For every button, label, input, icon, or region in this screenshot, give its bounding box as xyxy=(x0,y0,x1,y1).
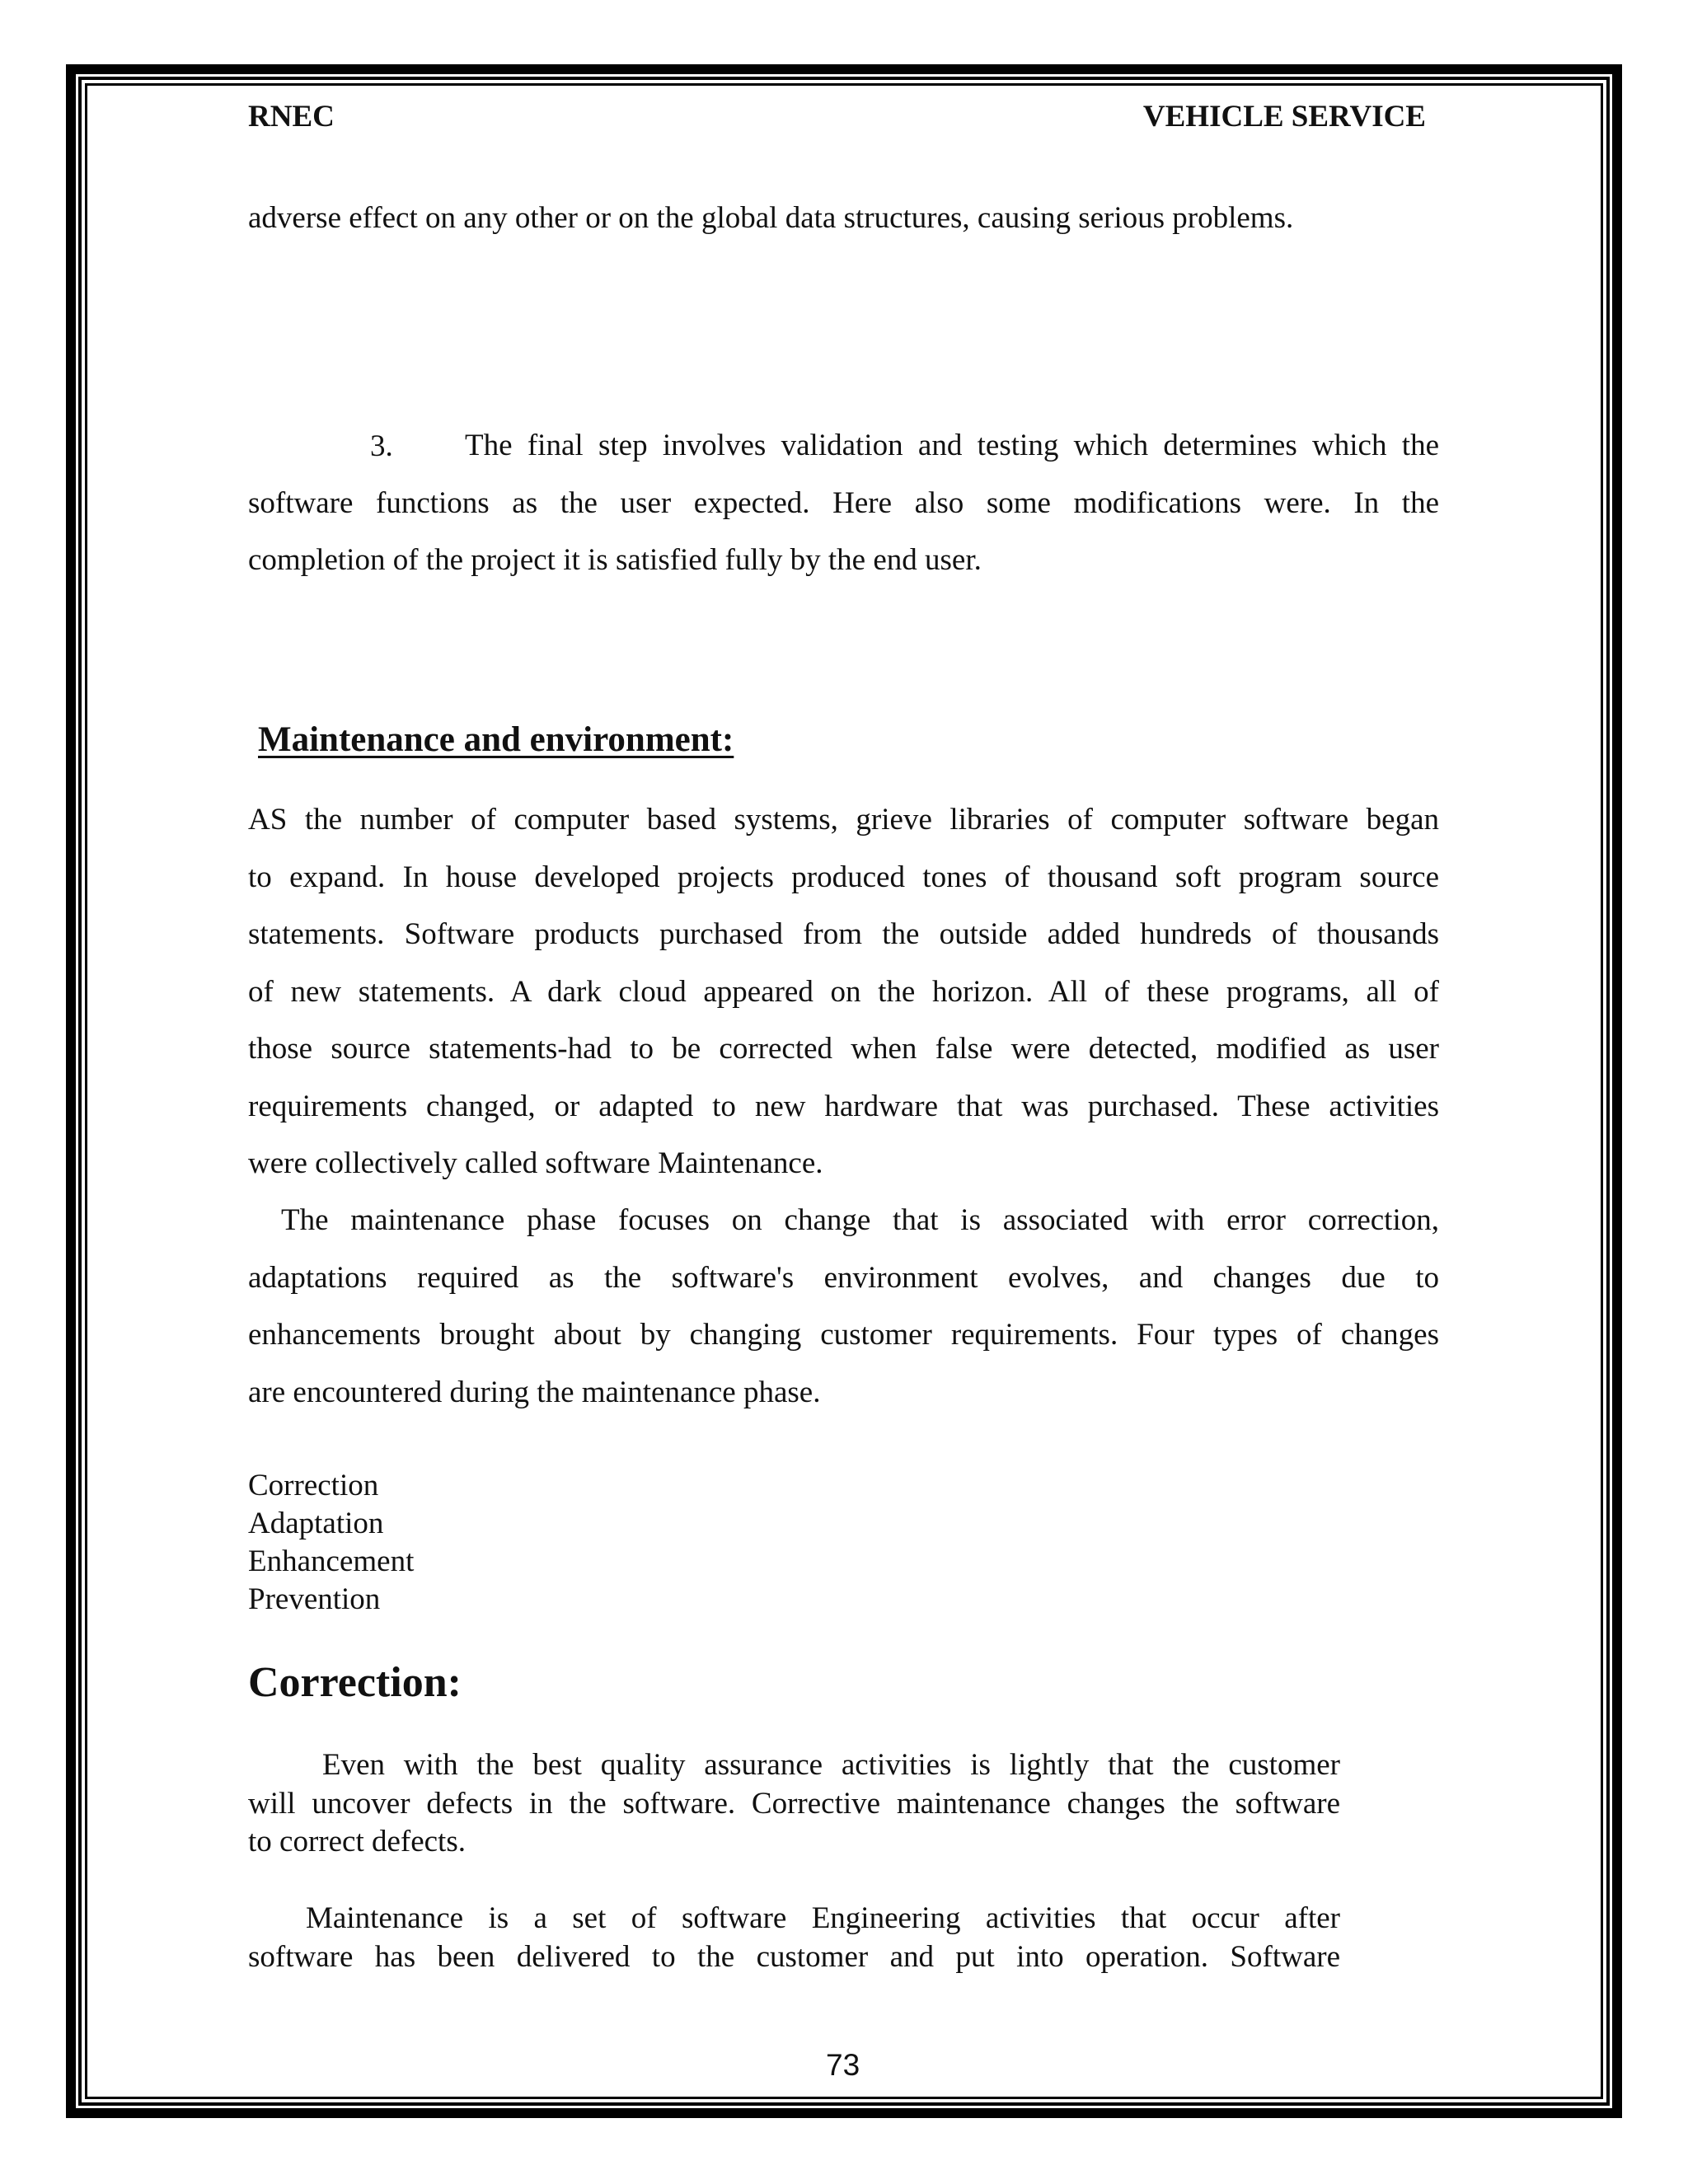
paragraph-line: of new statements. A dark cloud appeared on the horizon. All of these programs, all of xyxy=(248,974,1439,1009)
paragraph-line: to correct defects. xyxy=(248,1825,466,1858)
paragraph-line: enhancements brought about by changing customer requirements. Four types of changes xyxy=(248,1318,1439,1352)
paragraph-line: will uncover defects in the software. Corrective maintenance changes the software xyxy=(248,1786,1340,1821)
list-item: Adaptation xyxy=(248,1507,384,1540)
correction-paragraph-1 xyxy=(248,1746,1340,1862)
paragraph-line: are encountered during the maintenance phase. xyxy=(248,1375,821,1409)
paragraph-line: adaptations required as the software's environment evolves, and changes due to xyxy=(248,1260,1439,1295)
step3-line: completion of the project it is satisfied fully by the end user. xyxy=(248,543,982,577)
paragraph-line: Maintenance is a set of software Engineering activities that occur after xyxy=(306,1901,1340,1935)
paragraph-line: software has been delivered to the customer and put into operation. Software xyxy=(248,1939,1340,1974)
list-item: Correction xyxy=(248,1469,379,1502)
intro-line: adverse effect on any other or on the global data structures, causing serious problems. xyxy=(248,201,1294,235)
step3-line: software functions as the user expected. Here also some modifications were. In the xyxy=(248,485,1439,520)
paragraph-line: to expand. In house developed projects produced tones of thousand soft program source xyxy=(248,860,1439,894)
correction-paragraph-2 xyxy=(248,1900,1340,1976)
paragraph-line: Even with the best quality assurance activities is lightly that the customer xyxy=(322,1748,1340,1782)
step3-number: 3. xyxy=(370,429,393,463)
paragraph-line: were collectively called software Maintenance. xyxy=(248,1146,823,1180)
list-item: Prevention xyxy=(248,1582,381,1616)
maintenance-paragraph-1 xyxy=(248,791,1439,1193)
maintenance-heading: Maintenance and environment: xyxy=(258,720,734,759)
paragraph-line: those source statements-had to be corrected when false were detected, modified as user xyxy=(248,1032,1439,1066)
step3-paragraph xyxy=(248,417,1439,589)
page-number: 73 xyxy=(826,2048,860,2082)
header-right: VEHICLE SERVICE xyxy=(1142,100,1426,134)
step3-line: The final step involves validation and testing which determines which the xyxy=(465,429,1439,462)
change-types-list xyxy=(248,1467,414,1619)
paragraph-line: AS the number of computer based systems, grieve libraries of computer software began xyxy=(248,803,1439,837)
list-item: Enhancement xyxy=(248,1544,415,1578)
maintenance-paragraph-2 xyxy=(248,1192,1439,1421)
paragraph-line: The maintenance phase focuses on change that is associated with error correction, xyxy=(281,1203,1439,1237)
correction-heading: Correction: xyxy=(248,1659,462,1706)
paragraph-line: statements. Software products purchased from the outside added hundreds of thousands xyxy=(248,917,1439,951)
header-left: RNEC xyxy=(248,100,335,134)
paragraph-line: requirements changed, or adapted to new hardware that was purchased. These activities xyxy=(248,1089,1439,1123)
